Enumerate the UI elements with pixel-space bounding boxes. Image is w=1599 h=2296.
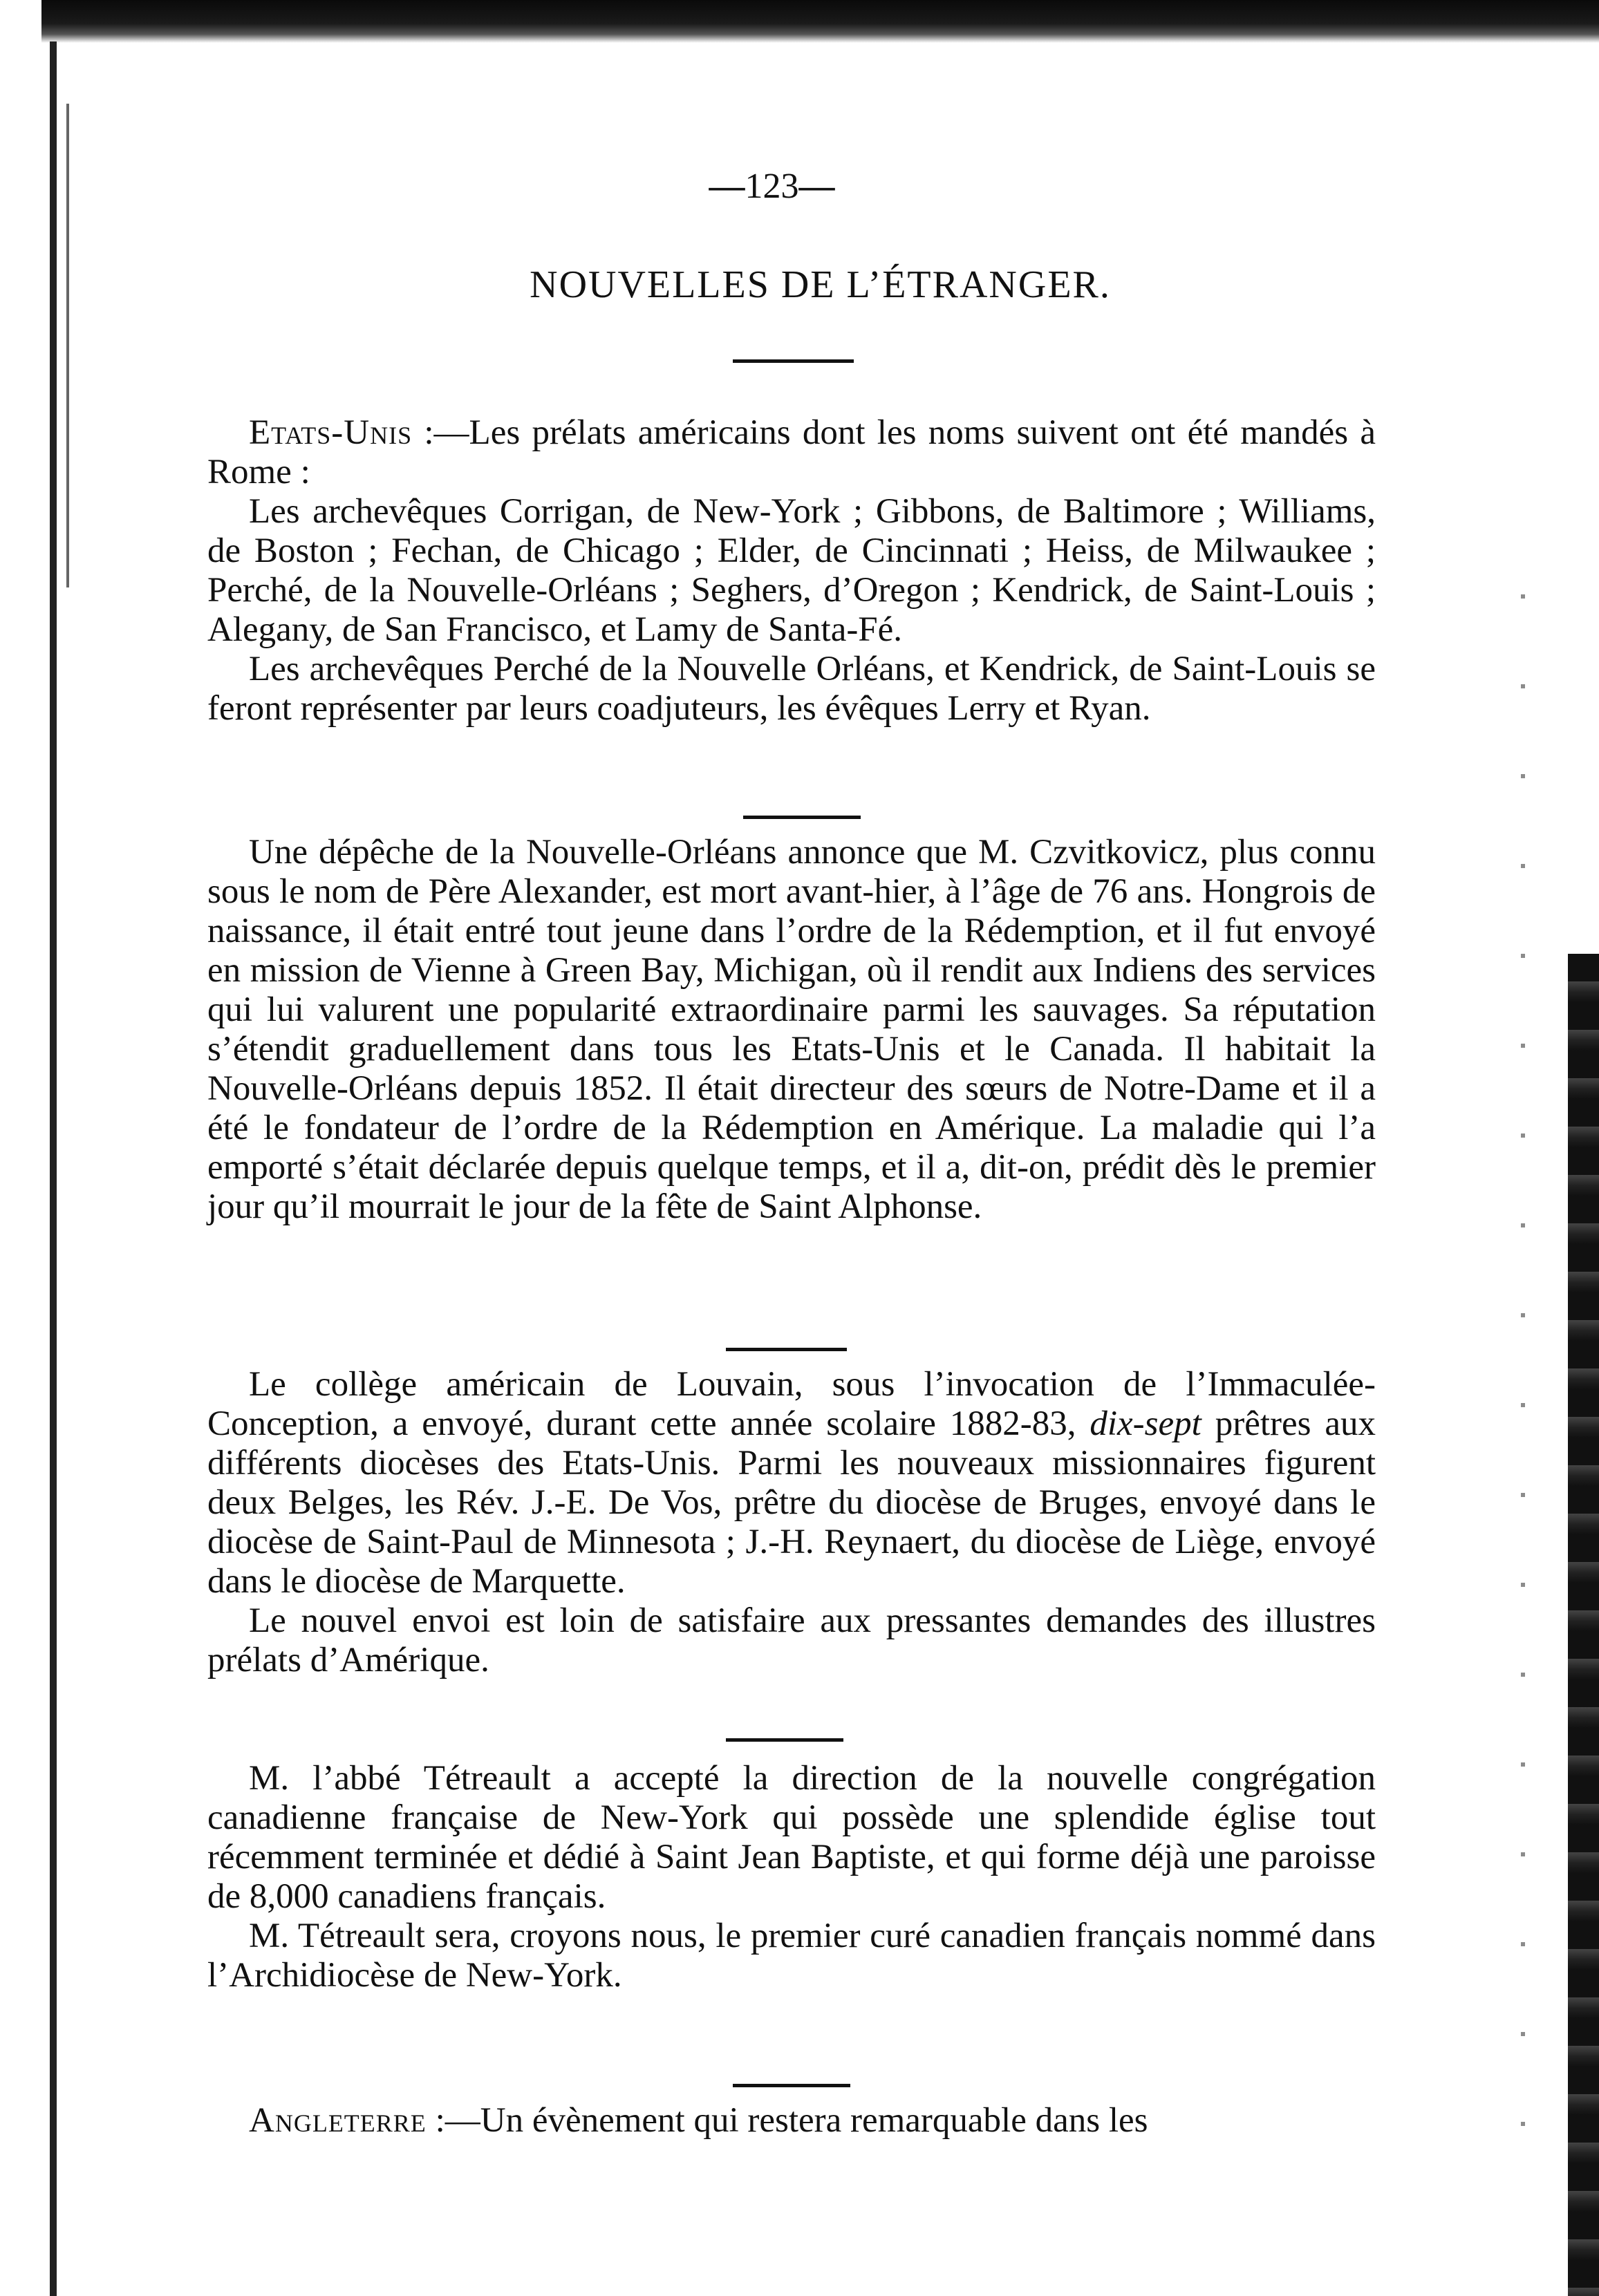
paragraph: [207, 413, 1376, 492]
emphasis-text: dix-sept: [1090, 1404, 1201, 1443]
section-angleterre: [207, 2101, 1376, 2140]
page-title: NOUVELLES DE L’ÉTRANGER.: [530, 263, 1111, 306]
section-label: Etats-Unis: [249, 413, 413, 452]
paragraph: [207, 2101, 1376, 2140]
page-number-value: 123: [745, 167, 799, 206]
section-alexander: [207, 833, 1376, 1227]
separator-rule: [733, 359, 854, 363]
scan-top-edge: [41, 0, 1599, 43]
paragraph-text: prêtres aux différents diocèses des Etats-Unis. Parmi les nouveaux missionnaires figurent deux Belges, les Rév. J.-E. De Vos, prêtre du diocèse de Bruges, envoyé dans le diocèse de Saint-Paul de Minnesota ; J.-H. Reynaert, du diocèse de Liège, envoyé dans le diocèse de Marquette.: [207, 1404, 1376, 1601]
section-etats-unis: [207, 413, 1376, 728]
paragraph: Le nouvel envoi est loin de satisfaire aux pressantes demandes des illustres prélats d’Amérique.: [207, 1601, 1376, 1679]
separator-rule: [726, 1738, 843, 1742]
paragraph-text: :—Les prélats américains dont les noms suivent ont été mandés à Rome :: [207, 413, 1376, 491]
section-label: Angleterre: [249, 2101, 427, 2140]
paragraph-text: Le collège américain de Louvain, sous l’invocation de l’Immaculée-Conception, a envoyé, durant cette année scolaire 1882-83,: [207, 1365, 1376, 1443]
paragraph-text: :—Un évènement qui restera remarquable dans les: [426, 2101, 1148, 2140]
page-number: —123—: [709, 167, 835, 206]
section-louvain: [207, 1365, 1376, 1680]
separator-rule: [726, 1348, 847, 1351]
paragraph: Une dépêche de la Nouvelle-Orléans annonce que M. Czvitkovicz, plus connu sous le nom de Père Alexander, est mort avant-hier, à l’âge de 76 ans. Hongrois de naissance, il était entré tout jeune dans l’ordre de la Rédemption, et il fut envoyé en mission de Vienne à Green Bay, Michigan, où il rendit aux Indiens des services qui lui valurent une popularité extraordinaire parmi les sauvages. Sa réputation s’étendit graduellement dans tous les Etats-Unis et le Canada. Il habitait la Nouvelle-Orléans depuis 1852. Il était directeur des sœurs de Notre-Dame et il a été le fondateur de l’ordre de la Rédemption en Amérique. La maladie qui l’a emporté s’était déclarée depuis quelque temps, et il a, dit-on, prédit dès le premier jour qu’il mourrait le jour de la fête de Saint Alphonse.: [207, 833, 1376, 1226]
paragraph: M. Tétreault sera, croyons nous, le premier curé canadien français nommé dans l’Archidiocèse de New-York.: [207, 1917, 1376, 1995]
paragraph: Les archevêques Corrigan, de New-York ; Gibbons, de Baltimore ; Williams, de Boston ; Fechan, de Chicago ; Elder, de Cincinnati ; Heiss, de Milwaukee ; Perché, de la Nouvelle-Orléans ; Seghers, d’Oregon ; Kendrick, de Saint-Louis ; Alegany, de San Francisco, et Lamy de Santa-Fé.: [207, 492, 1376, 649]
section-tetreault: [207, 1759, 1376, 1995]
separator-rule: [733, 2084, 850, 2087]
scan-right-edge: [1568, 954, 1599, 2296]
scan-left-edge: [50, 41, 57, 2296]
paragraph: Les archevêques Perché de la Nouvelle Orléans, et Kendrick, de Saint-Louis se feront représenter par leurs coadjuteurs, les évêques Lerry et Ryan.: [207, 650, 1376, 728]
separator-rule: [743, 816, 861, 819]
paragraph: M. l’abbé Tétreault a accepté la direction de la nouvelle congrégation canadienne française de New-York qui possède une splendide église tout récemment terminée et dédié à Saint Jean Baptiste, et qui forme déjà une paroisse de 8,000 canadiens français.: [207, 1759, 1376, 1916]
scan-right-specks: [1521, 553, 1525, 2212]
paragraph: [207, 1365, 1376, 1601]
